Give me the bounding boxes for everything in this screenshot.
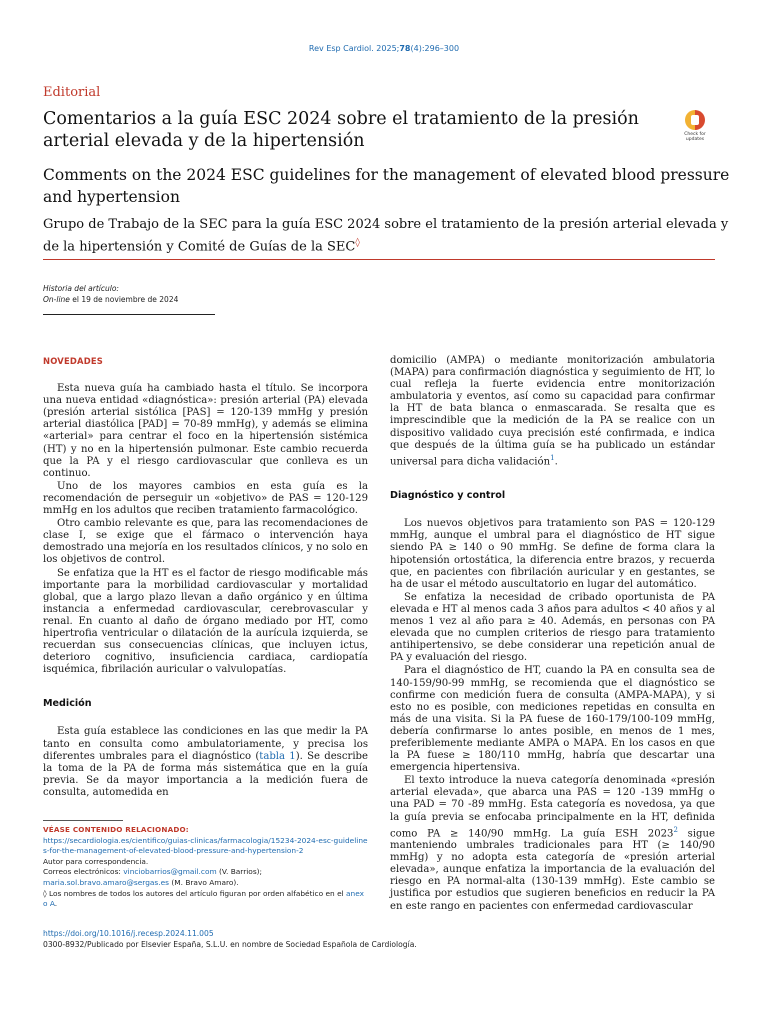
footnote-divider	[43, 820, 123, 821]
journal-ref-prefix: Rev Esp Cardiol. 2025;	[308, 44, 400, 53]
article-history	[43, 283, 178, 305]
reference-2-link[interactable]: 2	[673, 825, 678, 834]
email-label: Correos electrónicos:	[43, 867, 124, 877]
paragraph-text: El texto introduce la nueva categoría denominada «presión arterial elevada», que abarca una PAS = 120 -139 mmHg o una PAD = 70 -89 mmHg. Esta categoría es novedosa, ya que la guía previa se enfocaba principalmente en la HT, definida como PA ≥ 140/90 mmHg. La guía ESH 2023	[390, 775, 715, 839]
footnotes	[43, 820, 368, 910]
paragraph-text: Esta guía establece las condiciones en las que medir la PA tanto en consulta como ambulatoriamente, y precisa los diferentes umbrales para el diagnóstico (	[43, 726, 368, 762]
paragraph	[43, 726, 368, 799]
right-column	[390, 355, 715, 913]
annex-a-link[interactable]: anexo A	[43, 888, 365, 909]
email-link-bravo[interactable]: maria.sol.bravo.amaro@sergas.es	[43, 877, 170, 887]
section-heading-diagnostico: Diagnóstico y control	[390, 490, 506, 502]
corresponding-author-note: Autor para correspondencia.	[43, 856, 149, 866]
history-online-date: el 19 de noviembre de 2024	[69, 295, 179, 304]
authors-footnote-mark[interactable]: ◊	[355, 238, 360, 248]
crossmark-line-2: updates	[685, 137, 705, 142]
email-name-barrios: (V. Barrios);	[216, 867, 263, 877]
email-line	[43, 867, 368, 878]
journal-volume: 78	[399, 44, 411, 53]
paragraph: Para el diagnóstico de HT, cuando la PA en consulta sea de 140-159/90-99 mmHg, se recomienda que el diagnóstico se confirme con medición fuera de consulta (AMPA-MAPA), y si esto no es posible, con mediciones repetidas en consulta en más de una visita. Si la PA fuese de 160-179/100-109 mmHg, debería confirmarse lo antes posible, en menos de 1 mes, preferiblemente mediante AMPA o MAPA. En los casos en que la PA fuese ≥ 180/110 mmHg, habría que descartar una emergencia hipertensiva.	[390, 665, 715, 774]
crossmark-line-1: Check for	[684, 132, 706, 137]
related-content-heading: VÉASE CONTENIDO RELACIONADO:	[43, 825, 189, 834]
journal-pages: :296–300	[421, 44, 460, 53]
table-1-link[interactable]: tabla 1	[259, 750, 296, 762]
related-content-link[interactable]: https://secardiologia.es/cientifico/guias-clinicas/farmacologia/15234-2024-esc-guidelines-for-the-management-of-elevated-blood-pressure-and-hypertension-2	[43, 835, 368, 856]
paragraph: Se enfatiza que la HT es el factor de riesgo modificable más importante para la morbilidad cardiovascular y mortalidad global, que a largo plazo llevan a daño orgánico y en última instancia a enfermedad cardiovascular, cerebrovascular y renal. En cuanto al daño de órgano mediado por HT, como hipertrofia ventricular o dilatación de la aurícula izquierda, se recuerdan sus consecuencias clínicas, que incluyen ictus, deterioro cognitivo, insuficiencia cardiaca, cardiopatía isquémica, fibrilación auricular o valvulopatías.	[43, 567, 368, 676]
issn-publisher-line: 0300-8932/Publicado por Elsevier España, S.L.U. en nombre de Sociedad Española de Cardiología.	[43, 940, 417, 949]
email-link-barrios[interactable]: vinciobarrios@gmail.com	[123, 867, 217, 877]
email-line	[43, 878, 368, 889]
doi-link[interactable]: https://doi.org/10.1016/j.recesp.2024.11.005	[43, 929, 214, 938]
journal-reference[interactable]	[0, 44, 768, 53]
crossmark-icon	[685, 110, 705, 130]
title-english: Comments on the 2024 ESC guidelines for the management of elevated blood pressure and hypertension	[43, 166, 730, 206]
history-divider	[43, 314, 215, 315]
paragraph-text: sigue manteniendo umbrales tradicionales para HT (≥ 140/90 mmHg) y no adopta esta categoría de «presión arterial elevada», aunque enfatiza la importancia de la evaluación del riesgo en PA normal-alta (130-139 mmHg). Este cambio se justifica por estudios que sugieren beneficios en reducir la PA en este rango en pacientes con enfermedad cardiovascular	[390, 828, 715, 912]
header-divider	[43, 259, 715, 260]
authors-order-note	[43, 889, 368, 910]
crossmark-label	[684, 132, 705, 142]
reference-1-link[interactable]: 1	[550, 453, 555, 462]
page-footer	[43, 928, 417, 950]
journal-issue: (4)	[410, 44, 422, 53]
note-end: .	[54, 899, 58, 909]
section-label: Editorial	[43, 85, 101, 100]
note-text: Los nombres de todos los autores del artículo figuran por orden alfabético en el	[46, 888, 347, 898]
paragraph: Se enfatiza la necesidad de cribado oportunista de PA elevada e HT al menos cada 3 años para adultos < 40 años y al menos 1 vez al año para ≥ 40. Además, en personas con PA elevada que no cumplen criterios de riesgo para tratamiento antihipertensivo, se debe considerar una repetición anual de PA y evaluación del riesgo.	[390, 591, 715, 664]
authors-text: Grupo de Trabajo de la SEC para la guía ESC 2024 sobre el tratamiento de la presión arterial elevada y de la hipertensión y Comité de Guías de la SEC	[43, 217, 729, 255]
section-heading-novedades: NOVEDADES	[43, 356, 104, 366]
paragraph: Uno de los mayores cambios en esta guía es la recomendación de perseguir un «objetivo» de PAS = 120-129 mmHg en los adultos que reciben tratamiento farmacológico.	[43, 480, 368, 517]
paragraph-text: ). Se describe la toma de la PA de forma más sistemática que en la guía previa. Se da mayor importancia a la medición fuera de consulta, automedida en	[43, 750, 368, 798]
paragraph: Los nuevos objetivos para tratamiento son PAS = 120-129 mmHg, aunque el umbral para el diagnóstico de HT sigue siendo PA ≥ 140 o 90 mmHg. Se define de forma clara la hipotensión ortostática, la diferencia entre brazos, y recuerda que, en pacientes con fibrilación auricular y en gestantes, se ha de usar el método auscultatorio en lugar del automático.	[390, 518, 715, 590]
paragraph-text: domicilio (AMPA) o mediante monitorización ambulatoria (MAPA) para confirmación diagnóstica y seguimiento de HT, lo cual refleja la fuerte evidencia entre monitorización ambulatoria y eventos, así como su capacidad para confirmar la HT de bata blanca o enmascarada. Se resalta que es imprescindible que la medición de la PA se realice con un dispositivo validado cuya precisión esté confirmada, e indica que después de la última guía se ha publicado un estándar universal para dicha validación	[390, 355, 715, 468]
note-mark: ◊	[43, 888, 47, 898]
paragraph: Otro cambio relevante es que, para las recomendaciones de clase I, se exige que el fármaco o intervención haya demostrado una mejoría en los resultados clínicos, y no solo en los objetivos de control.	[43, 518, 368, 566]
history-online-label: On-line	[43, 295, 70, 304]
authors	[43, 216, 733, 256]
section-heading-medicion: Medición	[43, 698, 92, 710]
paragraph: Esta nueva guía ha cambiado hasta el título. Se incorpora una nueva entidad «diagnóstica»: presión arterial (PA) elevada (presión arterial sistólica [PAS] = 120-139 mmHg y presión arterial diastólica [PAD] = 70-89 mmHg), y además se elimina «arterial» para centrar el foco en la hipertensión sistémica (HT) y no en la hipertensión pulmonar. Este cambio recuerda que la PA y el riesgo cardiovascular que conlleva es un continuo.	[43, 383, 368, 479]
paragraph	[390, 775, 715, 912]
paragraph-text: .	[554, 456, 558, 468]
check-for-updates-badge[interactable]	[676, 110, 714, 150]
history-title: Historia del artículo:	[43, 284, 119, 293]
email-name-bravo: (M. Bravo Amaro).	[169, 877, 239, 887]
paragraph	[390, 355, 715, 468]
title-spanish: Comentarios a la guía ESC 2024 sobre el tratamiento de la presión arterial elevada y de la hipertensión	[43, 109, 639, 151]
left-column	[43, 355, 368, 799]
history-online	[43, 294, 178, 305]
